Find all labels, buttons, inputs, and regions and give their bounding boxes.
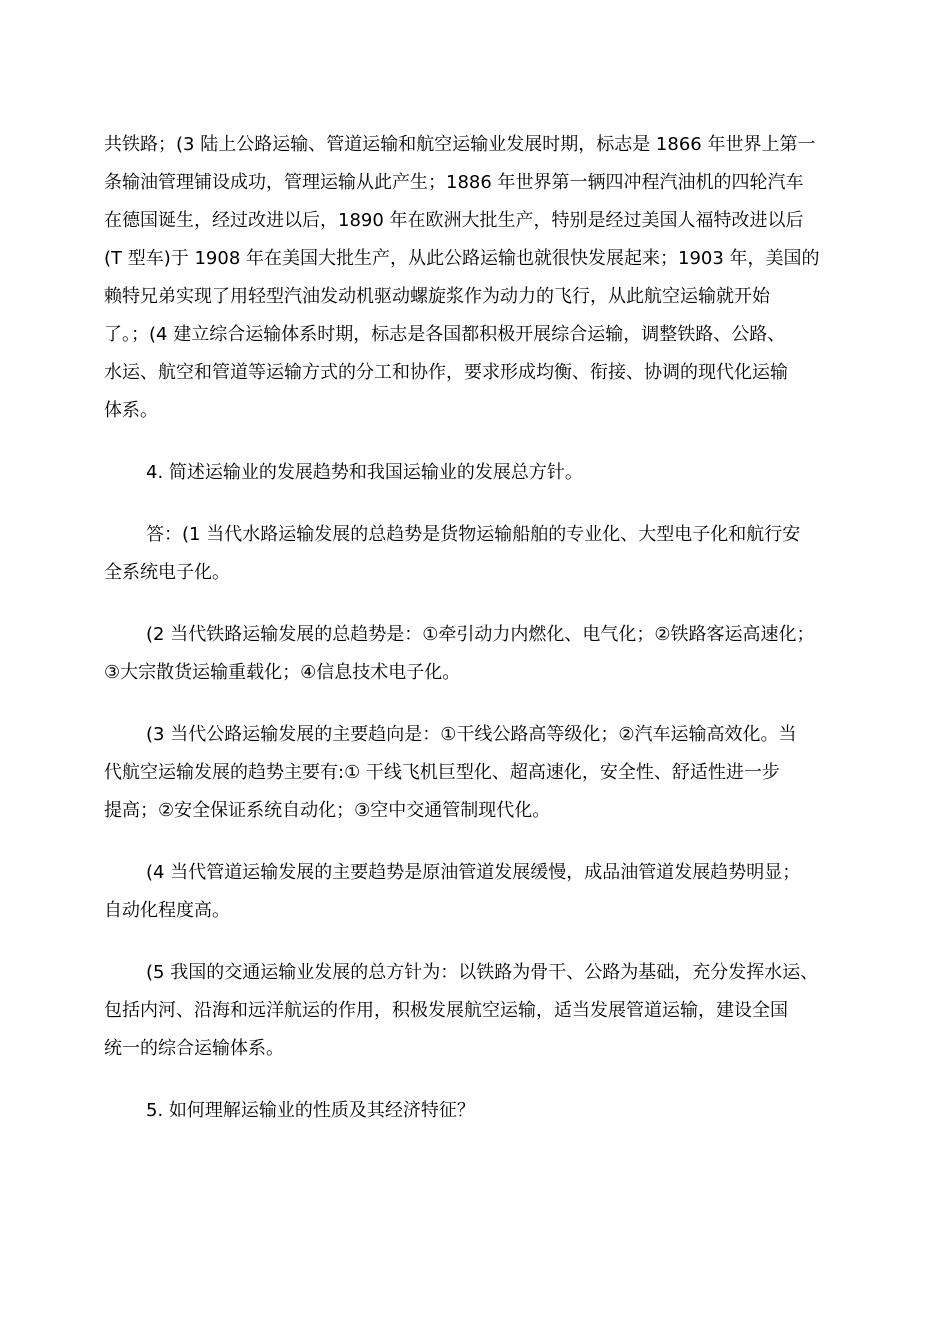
text-line: 代航空运输发展的趋势主要有:① 干线飞机巨型化、超高速化，安全性、舒适性进一步 [104,762,780,783]
answer-part-1 [104,516,856,592]
text-line: 4. 简述运输业的发展趋势和我国运输业的发展总方针。 [146,462,583,483]
text-line: 提高；②安全保证系统自动化；③空中交通管制现代化。 [104,800,551,821]
question-5 [104,1092,856,1130]
text-line: 共铁路；(3 陆上公路运输、管道运输和航空运输业发展时期，标志是 1866 年世界上第一 [104,134,816,155]
text-line: 5. 如何理解运输业的性质及其经济特征？ [146,1100,475,1121]
text-line: 在德国诞生，经过改进以后，1890 年在欧洲大批生产，特别是经过美国人福特改进以后 [104,210,804,231]
text-line: 自动化程度高。 [104,900,230,921]
text-line: 答：(1 当代水路运输发展的总趋势是货物运输船舶的专业化、大型电子化和航行安 [146,524,801,545]
answer-part-3 [104,716,856,830]
text-line: (3 当代公路运输发展的主要趋向是：①干线公路高等级化；②汽车运输高效化。当 [146,724,797,745]
answer-part-2 [104,616,856,692]
text-line: 包括内河、沿海和远洋航运的作用，积极发展航空运输，适当发展管道运输，建设全国 [104,1000,788,1021]
text-line: 水运、航空和管道等运输方式的分工和协作，要求形成均衡、衔接、协调的现代化运输 [104,362,788,383]
text-line: 体系。 [104,400,158,421]
text-line: (5 我国的交通运输业发展的总方针为：以铁路为骨干、公路为基础，充分发挥水运、 [146,962,819,983]
text-line: (T 型车)于 1908 年在美国大批生产，从此公路运输也就很快发展起来；1903 年，美国的 [104,248,820,269]
text-line: 条输油管理铺设成功，管理运输从此产生；1886 年世界第一辆四冲程汽油机的四轮汽车 [104,172,804,193]
text-line: (2 当代铁路运输发展的总趋势是：①牵引动力内燃化、电气化；②铁路客运高速化； [146,624,815,645]
text-line: (4 当代管道运输发展的主要趋势是原油管道发展缓慢，成品油管道发展趋势明显； [146,862,801,883]
text-line: 全系统电子化。 [104,562,230,583]
document-page [104,126,856,1130]
answer-part-4 [104,854,856,930]
text-line: ③大宗散货运输重载化；④信息技术电子化。 [104,662,461,683]
text-line: 了。；(4 建立综合运输体系时期，标志是各国都积极开展综合运输，调整铁路、公路、 [104,324,786,345]
paragraph-transport-history [104,126,856,430]
text-line: 赖特兄弟实现了用轻型汽油发动机驱动螺旋浆作为动力的飞行，从此航空运输就开始 [104,286,770,307]
answer-part-5 [104,954,856,1068]
text-line: 统一的综合运输体系。 [104,1038,284,1059]
question-4 [104,454,856,492]
